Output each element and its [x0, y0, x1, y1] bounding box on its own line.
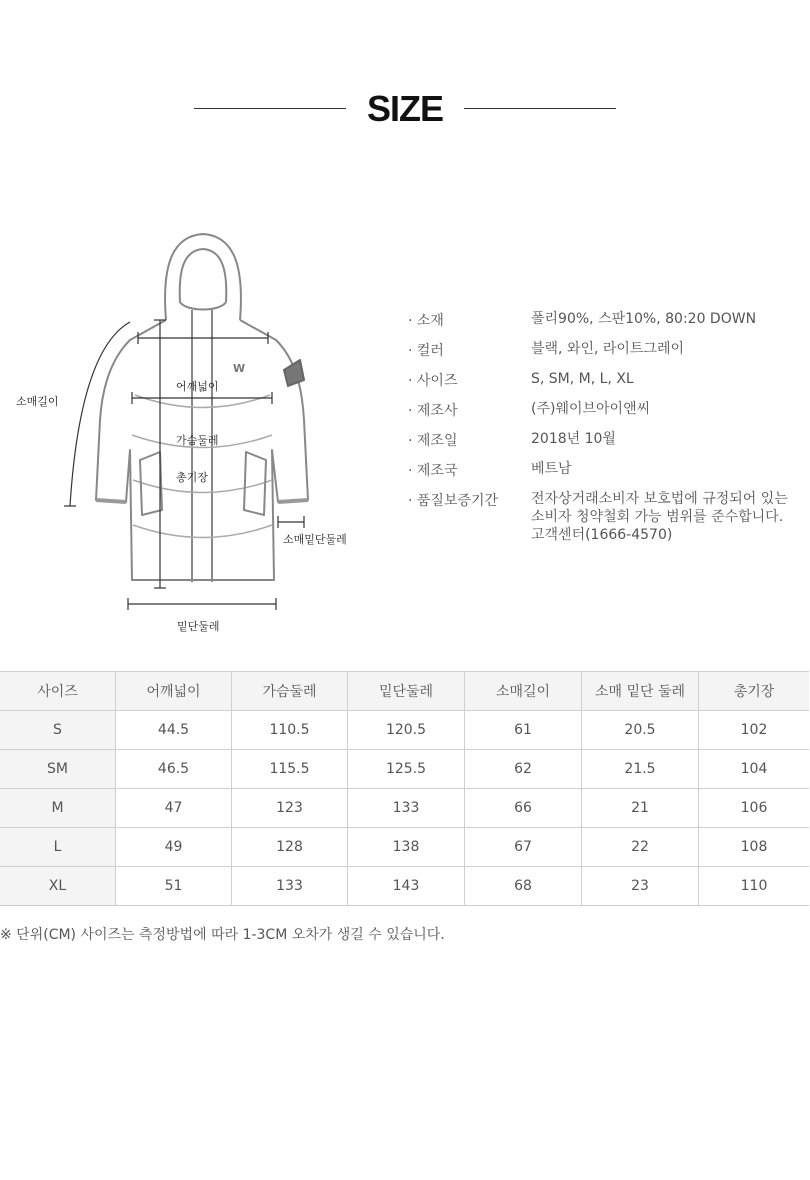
table-cell: 47: [116, 789, 232, 828]
table-cell: 133: [348, 789, 465, 828]
table-header-row: [0, 672, 809, 711]
table-cell: 108: [699, 828, 810, 867]
table-cell: 138: [348, 828, 465, 867]
spec-value: 전자상거래소비자 보호법에 규정되어 있는 소비자 청약철회 가능 범위를 준수합니다. 고객센터(1666-4570): [531, 491, 788, 543]
table-cell: 61: [465, 711, 582, 750]
size-table: [0, 671, 809, 906]
label-shoulder-width: 어깨넓이: [176, 380, 219, 393]
table-cell: 123: [232, 789, 348, 828]
table-cell: 104: [699, 750, 810, 789]
table-cell: SM: [0, 750, 116, 789]
table-cell: 44.5: [116, 711, 232, 750]
table-cell: 143: [348, 867, 465, 906]
spec-label: · 소재: [408, 313, 444, 329]
table-cell: 21: [582, 789, 699, 828]
table-cell: 23: [582, 867, 699, 906]
spec-value: 폴리90%, 스판10%, 80:20 DOWN: [531, 311, 757, 327]
hood-outline: [165, 234, 241, 320]
column-header: 가슴둘레: [232, 672, 348, 711]
size-heading: [0, 84, 810, 134]
spec-label: · 제조일: [408, 433, 458, 449]
spec-label: · 사이즈: [408, 373, 458, 389]
column-header: 밑단둘레: [348, 672, 465, 711]
label-hem: 밑단둘레: [177, 620, 220, 633]
label-sleeve-length: 소매길이: [16, 395, 59, 408]
label-sleeve-hem: 소매밑단둘레: [283, 533, 347, 546]
table-row: [0, 828, 809, 867]
table-cell: S: [0, 711, 116, 750]
spec-label: · 컬러: [408, 343, 444, 359]
sleeve-patch: [284, 360, 304, 386]
table-cell: 49: [116, 828, 232, 867]
table-cell: 125.5: [348, 750, 465, 789]
table-cell: L: [0, 828, 116, 867]
logo-mark: W: [233, 362, 246, 375]
table-cell: XL: [0, 867, 116, 906]
measurement-note: ※ 단위(CM) 사이즈는 측정방법에 따라 1-3CM 오차가 생길 수 있습니다.: [0, 927, 445, 943]
coat-outline: [96, 320, 308, 580]
page-title: SIZE: [366, 88, 443, 129]
label-total-length: 총기장: [176, 471, 208, 484]
table-row: [0, 750, 809, 789]
table-cell: 51: [116, 867, 232, 906]
garment-diagram: [0, 220, 380, 650]
table-row: [0, 867, 809, 906]
spec-label: · 제조사: [408, 403, 458, 419]
spec-value: (주)웨이브아이앤씨: [531, 401, 651, 417]
table-row: [0, 711, 809, 750]
table-cell: 120.5: [348, 711, 465, 750]
spec-value: 블랙, 와인, 라이트그레이: [531, 341, 685, 357]
table-cell: 110.5: [232, 711, 348, 750]
column-header: 총기장: [699, 672, 810, 711]
hood-opening: [180, 249, 227, 310]
table-cell: 46.5: [116, 750, 232, 789]
column-header: 소매길이: [465, 672, 582, 711]
spec-label: · 품질보증기간: [408, 493, 499, 509]
spec-value: 베트남: [531, 461, 572, 477]
table-cell: 22: [582, 828, 699, 867]
column-header: 소매 밑단 둘레: [582, 672, 699, 711]
spec-label: · 제조국: [408, 463, 458, 479]
table-cell: 62: [465, 750, 582, 789]
table-cell: 102: [699, 711, 810, 750]
label-chest: 가슴둘레: [176, 434, 219, 447]
column-header: 사이즈: [0, 672, 116, 711]
table-cell: 133: [232, 867, 348, 906]
table-cell: 68: [465, 867, 582, 906]
table-cell: 66: [465, 789, 582, 828]
table-cell: 21.5: [582, 750, 699, 789]
quilt-lines: [132, 395, 272, 538]
heading-rule-right: [464, 108, 616, 109]
table-cell: 106: [699, 789, 810, 828]
table-cell: 128: [232, 828, 348, 867]
table-row: [0, 789, 809, 828]
table-cell: 115.5: [232, 750, 348, 789]
table-cell: 110: [699, 867, 810, 906]
table-cell: 20.5: [582, 711, 699, 750]
spec-value: 2018년 10월: [531, 431, 616, 447]
table-cell: 67: [465, 828, 582, 867]
spec-value: S, SM, M, L, XL: [531, 371, 634, 387]
column-header: 어깨넓이: [116, 672, 232, 711]
table-cell: M: [0, 789, 116, 828]
